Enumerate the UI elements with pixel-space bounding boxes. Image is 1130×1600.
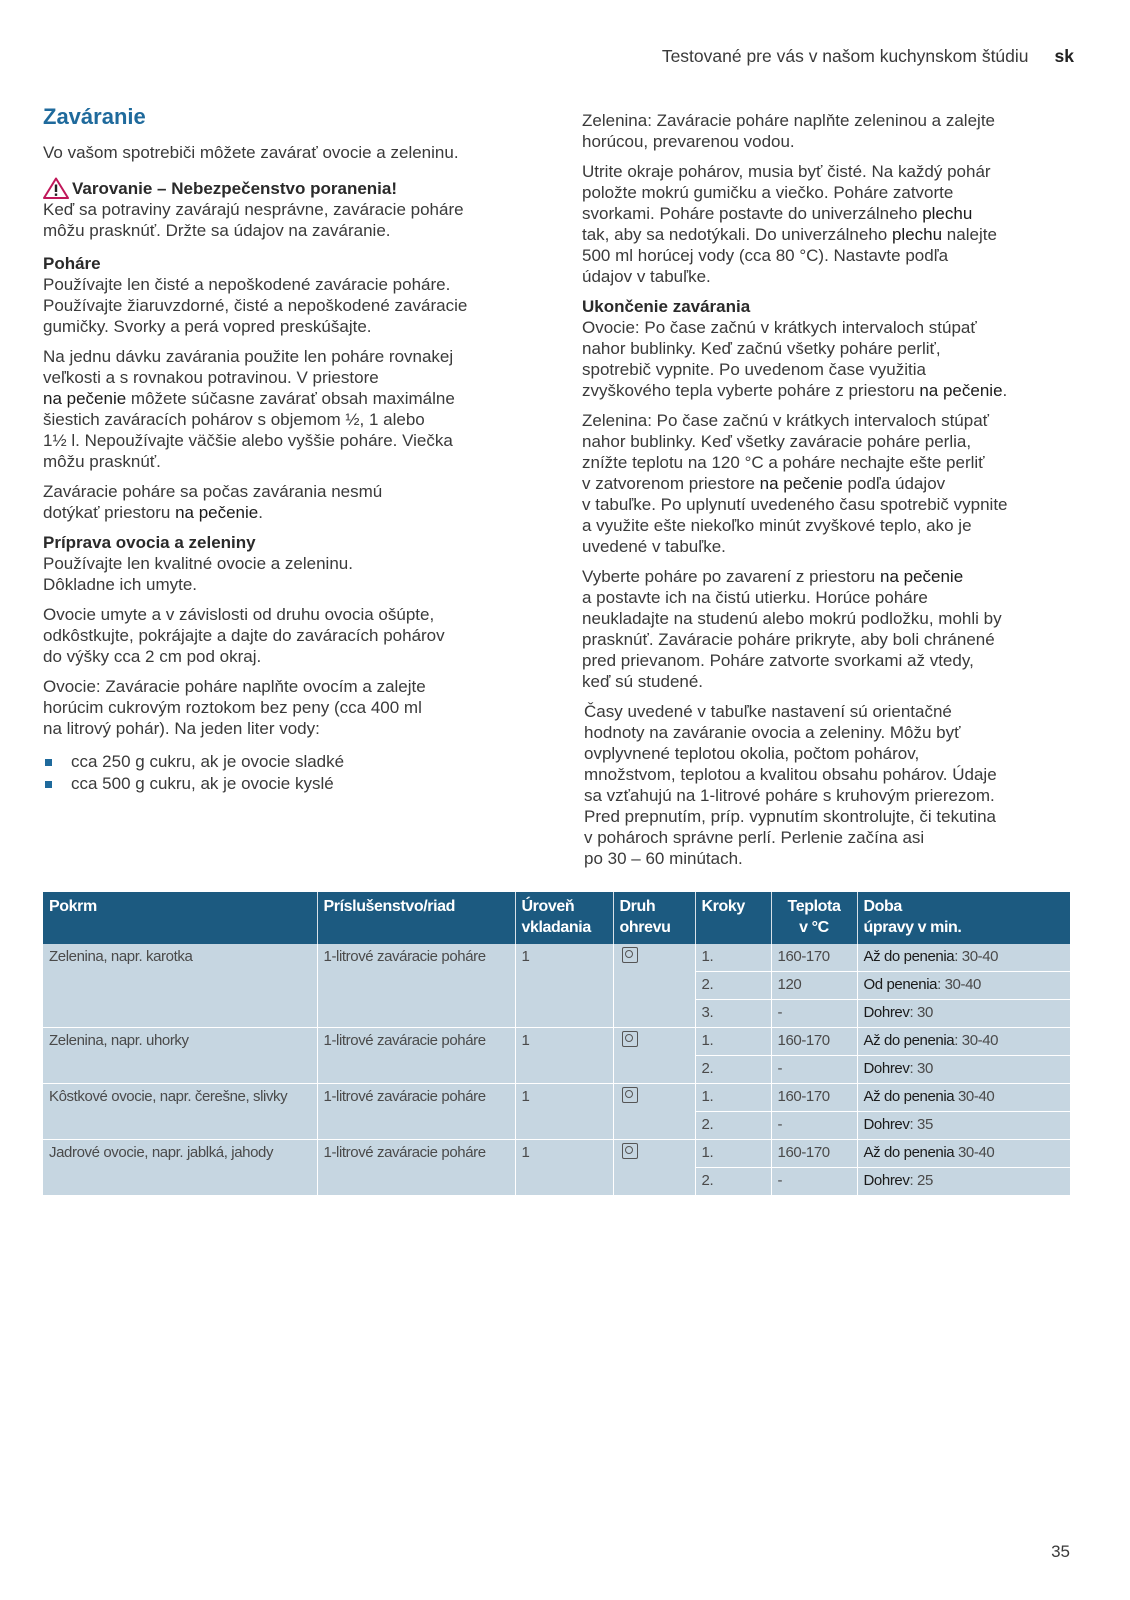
header-kroky: Kroky [695, 892, 771, 944]
cell-teplota: 160-170 [771, 1084, 857, 1112]
cell-pokrm: Jadrové ovocie, napr. jablká, jahody [43, 1140, 317, 1196]
pohare-paragraph-1: Používajte len čisté a nepoškodené zaváracie poháre. Používajte žiaruvzdorné, čisté a nepoškodené zaváracie gumičky. Svorky a perá vopred preskúšajte. [43, 275, 468, 336]
pohare-paragraph-2: Na jednu dávku zavárania použite len poháre rovnakej veľkosti a s rovnakou potravinou. V priestore na pečenie môžete súčasne zavárať obsah maximálne šiestich zaváracích pohárov s objemom ½, 1 alebo 1½ l. Nepoužívajte väčšie alebo vyššie poháre. Viečka môžu prasknúť. [43, 347, 455, 471]
doba-label: Dohrev [863, 1116, 910, 1133]
warning-triangle-icon [43, 177, 69, 199]
cell-doba [857, 1084, 1070, 1112]
cell-krok: 1. [695, 1140, 771, 1168]
cell-teplota: - [771, 1056, 857, 1084]
doba-label: Dohrev [863, 1004, 910, 1021]
cell-uroven: 1 [515, 1140, 613, 1196]
table-row [43, 1140, 1070, 1168]
cell-druh [613, 1084, 695, 1140]
header-title: Testované pre vás v našom kuchynskom štúdiu [661, 46, 1029, 66]
cell-doba [857, 1028, 1070, 1056]
cell-pokrm: Kôstkové ovocie, napr. čerešne, slivky [43, 1084, 317, 1140]
doba-label: Až do penenia [863, 948, 955, 965]
right-paragraph-5: Vyberte poháre po zavarení z priestoru na pečenie a postavte ich na čistú utierku. Horúce poháre neukladajte na studenú alebo mokrú podložku, mohli by prasknúť. Zaváracie poháre prikryte, aby boli chránené pred prievanom. Poháre zatvorte svorkami až vtedy, keď sú studené. [582, 567, 1002, 691]
cell-teplota: 160-170 [771, 1028, 857, 1056]
list-item: cca 500 g cukru, ak je ovocie kyslé [43, 773, 533, 794]
cell-doba [857, 1056, 1070, 1084]
circulating-air-oven-icon [622, 1087, 638, 1103]
header-prislusenstvo: Príslušenstvo/riad [317, 892, 515, 944]
left-column [43, 104, 533, 795]
warning-title: Varovanie – Nebezpečenstvo poranenia! [72, 178, 398, 198]
cell-uroven: 1 [515, 1028, 613, 1084]
cell-krok: 2. [695, 972, 771, 1000]
pohare-heading: Poháre [43, 254, 101, 273]
table-row [43, 944, 1070, 972]
doba-value: : 30-40 [954, 1032, 999, 1049]
cell-uroven: 1 [515, 1084, 613, 1140]
cell-doba [857, 1112, 1070, 1140]
cell-krok: 1. [695, 944, 771, 972]
ukoncenie-heading: Ukončenie zavárania [582, 297, 751, 316]
cell-riad: 1-litrové zaváracie poháre [317, 944, 515, 1028]
cell-riad: 1-litrové zaváracie poháre [317, 1028, 515, 1084]
cell-krok: 2. [695, 1056, 771, 1084]
section-title: Zaváranie [43, 104, 146, 129]
cell-doba [857, 1168, 1070, 1196]
circulating-air-oven-icon [622, 1143, 638, 1159]
cell-riad: 1-litrové zaváracie poháre [317, 1140, 515, 1196]
circulating-air-oven-icon [622, 947, 638, 963]
doba-value: : 30 [909, 1004, 933, 1021]
cell-pokrm: Zelenina, napr. uhorky [43, 1028, 317, 1084]
cell-krok: 1. [695, 1028, 771, 1056]
cell-krok: 2. [695, 1168, 771, 1196]
cell-krok: 2. [695, 1112, 771, 1140]
pohare-paragraph-3: Zaváracie poháre sa počas zavárania nesmú dotýkať priestoru na pečenie. [43, 482, 383, 522]
cell-doba [857, 972, 1070, 1000]
cell-riad: 1-litrové zaváracie poháre [317, 1084, 515, 1140]
cell-druh [613, 944, 695, 1028]
header-druh: Druh ohrevu [613, 892, 695, 944]
cell-teplota: - [771, 1112, 857, 1140]
right-paragraph-3: Ovocie: Po čase začnú v krátkych intervaloch stúpať nahor bublinky. Keď začnú všetky poháre perliť, spotrebič vypnite. Po uvedenom čase využitia zvyškového tepla vyberte poháre z priestoru na pečenie. [582, 318, 1008, 400]
language-code: sk [1054, 46, 1074, 66]
list-item: cca 250 g cukru, ak je ovocie sladké [43, 751, 533, 772]
cell-teplota: 160-170 [771, 944, 857, 972]
circulating-air-oven-icon [622, 1031, 638, 1047]
intro-text: Vo vašom spotrebiči môžete zavárať ovocie a zeleninu. [43, 143, 459, 162]
right-paragraph-1: Zelenina: Zaváracie poháre naplňte zeleninou a zalejte horúcou, prevarenou vodou. [582, 111, 995, 151]
right-paragraph-2: Utrite okraje pohárov, musia byť čisté. Na každý pohár položte mokrú gumičku a viečko. Poháre zatvorte svorkami. Poháre postavte do univerzálneho plechu tak, aby sa nedotýkali. Do univerzálneho plechu nalejte 500 ml horúcej vody (cca 80 °C). Nastavte podľa údajov v tabuľke. [582, 162, 997, 286]
canning-table [43, 892, 1070, 1196]
doba-value: : 30-40 [937, 976, 981, 993]
doba-label: Až do penenia [863, 1032, 955, 1049]
doba-label: Od penenia [863, 976, 938, 993]
cell-doba [857, 944, 1070, 972]
cell-krok: 3. [695, 1000, 771, 1028]
warning-block [43, 177, 533, 241]
doba-value: 30-40 [954, 1144, 995, 1161]
right-paragraph-4: Zelenina: Po čase začnú v krátkych intervaloch stúpať nahor bublinky. Keď všetky zaváracie poháre perlia, znížte teplotu na 120 °C a poháre nechajte ešte perliť v zatvorenom priestore na pečenie podľa údajov v tabuľke. Po uplynutí uvedeného času spotrebič vypnite a využite ešte niekoľko minút zvyškové teplo, ako je uvedené v tabuľke. [582, 411, 1008, 556]
priprava-paragraph-1: Používajte len kvalitné ovocie a zeleninu. Dôkladne ich umyte. [43, 554, 353, 594]
doba-value: : 35 [909, 1116, 933, 1133]
header-pokrm: Pokrm [43, 892, 317, 944]
doba-label: Dohrev [863, 1172, 910, 1189]
priprava-paragraph-3: Ovocie: Zaváracie poháre naplňte ovocím a zalejte horúcim cukrovým roztokom bez peny (cca 400 ml na litrový pohár). Na jeden liter vody: [43, 677, 426, 738]
sugar-list [43, 751, 533, 794]
doba-label: Až do penenia [863, 1144, 955, 1161]
header-uroven: Úroveň vkladania [515, 892, 613, 944]
page-header [662, 46, 1074, 67]
table-row [43, 1028, 1070, 1056]
header-doba: Doba úpravy v min. [857, 892, 1070, 944]
doba-value: : 30 [909, 1060, 933, 1077]
cell-doba [857, 1000, 1070, 1028]
priprava-paragraph-2: Ovocie umyte a v závislosti od druhu ovocia ošúpte, odkôstkujte, pokrájajte a dajte do zaváracích pohárov do výšky cca 2 cm pod okraj. [43, 605, 445, 666]
cell-druh [613, 1140, 695, 1196]
page-number: 35 [1051, 1542, 1070, 1561]
cell-krok: 1. [695, 1084, 771, 1112]
doba-label: Dohrev [863, 1060, 910, 1077]
table-row [43, 1084, 1070, 1112]
header-teplota: Teplota v °C [771, 892, 857, 944]
right-column [582, 110, 1082, 878]
table-header-row [43, 892, 1070, 944]
cell-pokrm: Zelenina, napr. karotka [43, 944, 317, 1028]
doba-value: 30-40 [954, 1088, 995, 1105]
priprava-heading: Príprava ovocia a zeleniny [43, 533, 256, 552]
cell-doba [857, 1140, 1070, 1168]
doba-value: : 30-40 [954, 948, 999, 965]
doba-label: Až do penenia [863, 1088, 955, 1105]
right-paragraph-6: Časy uvedené v tabuľke nastavení sú orientačné hodnoty na zaváranie ovocia a zeleniny. Môžu byť ovplyvnené teplotou okolia, počtom pohárov, množstvom, teplotou a kvalitou obsahu pohárov. Údaje sa vzťahujú na 1-litrové poháre s kruhovým prierezom. Pred prepnutím, príp. vypnutím skontrolujte, či tekutina v pohároch správne perlí. Perlenie začína asi po 30 – 60 minútach. [584, 702, 997, 868]
cell-teplota: 160-170 [771, 1140, 857, 1168]
warning-text: Keď sa potraviny zavárajú nesprávne, zaváracie poháre môžu prasknúť. Držte sa údajov na zaváranie. [43, 200, 464, 240]
cell-teplota: - [771, 1000, 857, 1028]
doba-value: : 25 [909, 1172, 933, 1189]
cell-teplota: 120 [771, 972, 857, 1000]
cell-teplota: - [771, 1168, 857, 1196]
cell-druh [613, 1028, 695, 1084]
cell-uroven: 1 [515, 944, 613, 1028]
